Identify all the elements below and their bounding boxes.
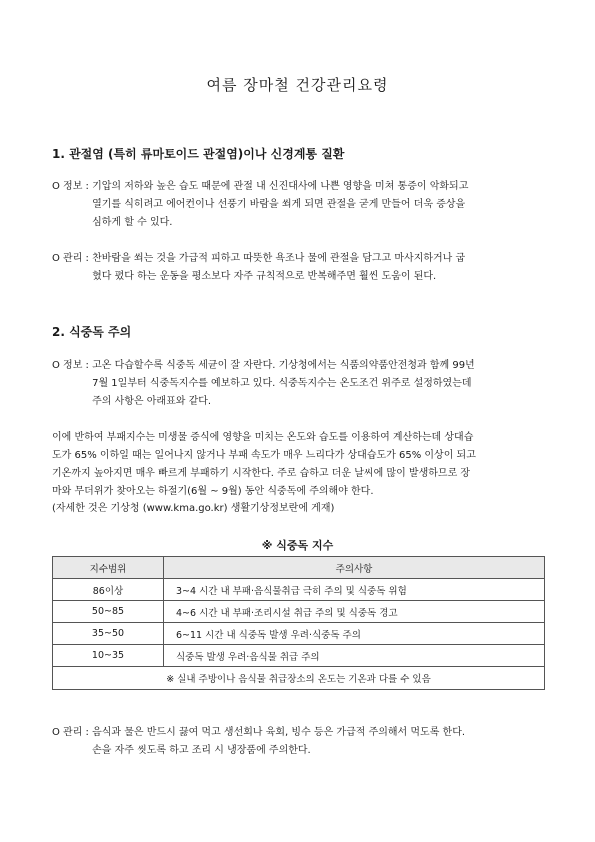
section-1-care [52,250,547,286]
source-note: (자세한 것은 기상청 (www.kma.go.kr) 생활기상정보란에 게재) [52,503,335,514]
text-line: 고온 다습할수록 식중독 세균이 잘 자란다. 기상청에서는 식품의약품안전청과 함께 99년 [92,360,475,371]
text-line: 기압의 저하와 높은 습도 때문에 관절 내 신진대사에 나쁜 영향을 미쳐 통증이 악화되고 [92,181,469,192]
section-2-heading: 2. 식중독 주의 [52,325,132,339]
range-cell: 35~50 [53,623,164,645]
text-line: 이에 반하여 부패지수는 미생물 증식에 영향을 미치는 온도와 습도를 이용하여 계산하는데 상대습 [52,432,474,443]
table-footer-row [53,667,545,690]
text-line: 혔다 폈다 하는 운동을 평소보다 자주 규칙적으로 반복해주면 훨씬 도움이 된다. [92,271,437,282]
table-row [53,623,545,645]
text-line: 기온까지 높아지면 매우 빠르게 부패하기 시작한다. 주로 습하고 더운 날씨에 많이 발생하므로 장 [52,468,471,479]
table-row [53,579,545,601]
section-2-info [52,357,547,411]
caution-cell: 4~6 시간 내 부패·조리시설 취급 주의 및 식중독 경고 [164,601,545,623]
text-line: 심하게 할 수 있다. [92,217,173,228]
table-footer-note: ※ 실내 주방이나 음식물 취급장소의 온도는 기온과 다를 수 있음 [53,667,545,690]
text-line: 음식과 물은 반드시 끓여 먹고 생선회나 육회, 빙수 등은 가급적 주의해서 먹도록 한다. [92,727,466,738]
care-label: O 관리 : [52,727,93,738]
info-label: O 정보 : [52,360,93,371]
text-line: 마와 무더위가 찾아오는 하절기(6월 ~ 9월) 동안 식중독에 주의해야 한다. [52,486,374,497]
text-line: 주의 사항은 아래표와 같다. [92,396,212,407]
range-cell: 86이상 [53,579,164,601]
section-1-info [52,178,547,232]
info-label: O 정보 : [52,181,93,192]
caution-cell: 식중독 발생 우려·음식물 취급 주의 [164,645,545,667]
section-1-heading: 1. 관절염 (특히 류마토이드 관절염)이나 신경계통 질환 [52,147,345,161]
text-line: 도가 65% 이하일 때는 일어나지 않거나 부패 속도가 매우 느리다가 상대습도가 65% 이상이 되고 [52,450,476,461]
document-title: 여름 장마철 건강관리요령 [206,76,389,94]
table-title: ※ 식중독 지수 [261,539,334,552]
table-row [53,601,545,623]
care-label: O 관리 : [52,253,93,264]
table-header-row [53,557,545,579]
caution-cell: 6~11 시간 내 식중독 발생 우려·식중독 주의 [164,623,545,645]
text-line: 7월 1일부터 식중독지수를 예보하고 있다. 식중독지수는 온도조건 위주로 설정하였는데 [92,378,472,389]
range-cell: 10~35 [53,645,164,667]
caution-cell: 3~4 시간 내 부패·음식물취급 극히 주의 및 식중독 위험 [164,579,545,601]
text-line: 찬바람을 쐬는 것을 가급적 피하고 따뜻한 욕조나 물에 관절을 담그고 마사지하거나 굽 [92,253,466,264]
range-cell: 50~85 [53,601,164,623]
column-header-range: 지수범위 [53,557,164,579]
table-row [53,645,545,667]
column-header-caution: 주의사항 [164,557,545,579]
spoilage-paragraph [52,429,547,501]
text-line: 열기를 식히려고 에어컨이나 선풍기 바람을 쐬게 되면 관절을 굳게 만들어 더욱 증상을 [92,199,466,210]
text-line: 손을 자주 씻도록 하고 조리 시 냉장품에 주의한다. [92,745,311,756]
section-2-care [52,724,547,760]
food-poisoning-index-table [52,556,545,690]
